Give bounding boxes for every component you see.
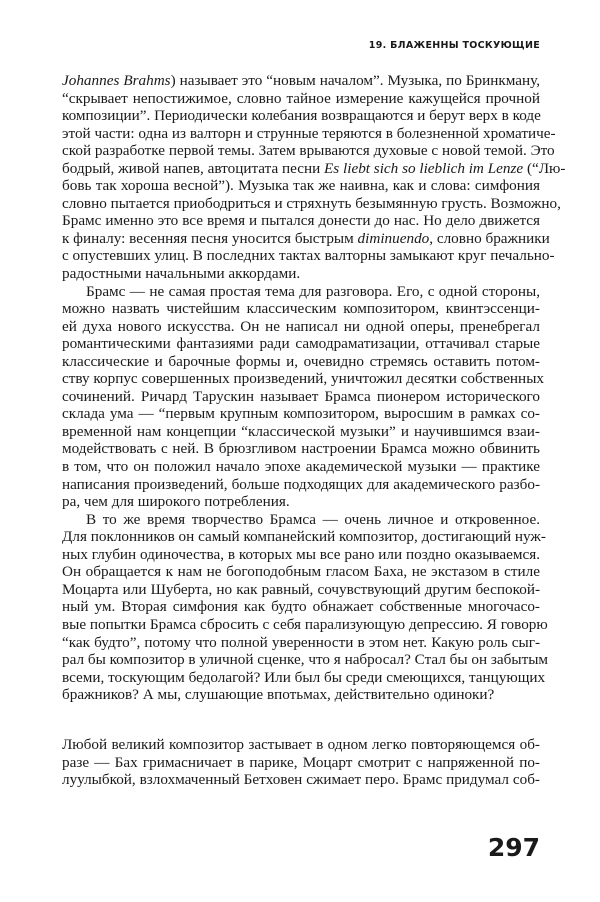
text-segment: ству корпус совершенных произведений, уничтожил десятки собственных — [62, 370, 544, 388]
text-line — [62, 651, 549, 669]
text-segment: , словно бражники — [429, 229, 550, 247]
text-line — [62, 388, 540, 406]
text-segment: ный ум. Вторая симфония как будто обнажает собственные многочасо- — [62, 598, 540, 616]
text-segment: ) называет это “новым началом”. Музыка, по Бринкману, — [170, 72, 540, 89]
text-line — [62, 736, 540, 754]
text-line — [62, 771, 540, 789]
text-segment: В то же время творчество Брамса — очень личное и откровенное. — [86, 510, 540, 528]
text-segment: Он обращается к нам не богоподобным гласом Баха, не экстазом в стиле — [62, 563, 540, 581]
text-line — [62, 229, 550, 248]
text-line — [62, 528, 546, 546]
text-line — [62, 458, 540, 476]
text-line — [62, 546, 540, 564]
text-segment: ей духа нового искусства. Он не написал ни одной оперы, пренебрегал — [62, 317, 540, 335]
text-segment: Брамс — не самая простая тема для разговора. Его, с одной стороны, — [86, 282, 540, 300]
text-line — [62, 177, 540, 195]
italic-text: Es liebt sich so lieblich im Lenze — [324, 159, 524, 177]
text-line — [62, 686, 540, 704]
text-segment: разе — Бах гримасничает в парике, Моцарт смотрит с напряженной по- — [62, 753, 540, 771]
text-segment: с опустевших улиц. В последних тактах валторны замыкают круг печально- — [62, 247, 555, 265]
text-line — [62, 370, 544, 388]
text-segment: Брамс именно это все время и пытался донести до нас. Но дело движется — [62, 212, 540, 230]
text-line — [62, 493, 540, 511]
text-segment: ской разработке первой темы. Затем врываются духовые с новой темой. Это — [62, 142, 555, 160]
text-segment: ра, чем для широкого потребления. — [62, 493, 290, 511]
text-line — [62, 194, 561, 213]
text-line — [62, 511, 540, 529]
text-segment: к финалу: весенняя песня уносится быстрым — [62, 229, 358, 247]
text-line — [62, 423, 540, 441]
text-line — [62, 283, 540, 301]
text-line — [62, 159, 566, 178]
text-line — [62, 318, 540, 336]
page-number: 297 — [487, 833, 540, 862]
text-line — [62, 634, 540, 652]
text-segment: бодрый, живой напев, автоцитата песни — [62, 159, 325, 177]
main-text-section — [62, 72, 566, 704]
text-line — [62, 90, 540, 108]
text-segment: можно назвать чистейшим классическим композитором, квинтэссенци- — [62, 300, 540, 318]
text-segment: в том, что он положил начало эпохе академической музыки — практике — [62, 458, 540, 476]
text-segment: бражников? А мы, слушающие впотьмах, действительно одиноки? — [62, 686, 495, 704]
text-segment: бовь так хороша весной”). Музыка так же наивна, как и слова: симфония — [62, 177, 540, 195]
text-segment: сочинений. Ричард Тарускин называет Брамса пионером исторического — [62, 387, 540, 405]
text-line — [62, 615, 548, 634]
text-line — [62, 353, 540, 371]
italic-text: Johannes Brahms — [62, 72, 171, 89]
text-segment: склада ума — “первым крупным композитором, выросшим в рамках со- — [62, 405, 540, 423]
text-segment: рал бы композитор в уличной сценке, что я набросал? Стал бы он забытым — [62, 651, 549, 669]
text-line — [62, 405, 540, 423]
running-header: 19. БЛАЖЕННЫ ТОСКУЮЩИЕ — [368, 40, 540, 51]
text-line — [62, 107, 540, 125]
text-segment: классические и барочные формы и, очевидно стремясь оставить потом- — [62, 352, 540, 370]
text-line — [62, 563, 540, 581]
text-line — [62, 212, 540, 230]
text-line — [62, 668, 546, 687]
text-segment: Любой великий композитор застывает в одном легко повторяющемся об- — [62, 736, 540, 753]
text-segment: (“Лю- — [523, 159, 566, 177]
text-segment: композиции”. Периодически колебания возвращаются и берут верх в коде — [62, 107, 541, 125]
text-segment: “скрывает непостижимое, словно тайное измерение кажущейся прочной — [62, 89, 540, 107]
text-line — [62, 598, 540, 616]
text-segment: временной нам концепции “классической музыки” и научившимся взаи- — [62, 422, 540, 440]
text-segment: модействовать с ней. В брюзгливом настроении Брамса можно обвинить — [62, 440, 540, 458]
next-section-text — [62, 736, 540, 789]
text-segment: радостными начальными аккордами. — [62, 265, 301, 283]
text-segment: Для поклонников он самый компанейский композитор, достигающий нуж- — [62, 528, 546, 546]
text-segment: Моцарта или Шуберта, но как равный, сочувствующий другим беспокой- — [62, 580, 540, 598]
text-line — [62, 335, 540, 353]
text-segment: луулыбкой, взлохмаченный Бетховен сжимает перо. Брамс придумал соб- — [62, 771, 540, 789]
text-line — [62, 72, 540, 90]
text-line — [62, 142, 555, 160]
text-line — [62, 440, 540, 458]
text-line — [62, 300, 540, 318]
text-segment: вые попытки Брамса сбросить с себя парализующую депрессию. Я говорю — [62, 615, 548, 633]
text-segment: этой части: одна из валторн и струнные теряются в болезненной хроматиче- — [62, 124, 556, 142]
text-segment: всеми, тоскующим бедолагой? Или был бы среди смеющихся, танцующих — [62, 668, 546, 686]
text-segment: ных глубин одиночества, в которых мы все рано или поздно оказываемся. — [62, 545, 540, 563]
italic-text: diminuendo — [357, 229, 430, 247]
text-line — [62, 476, 540, 494]
text-line — [62, 581, 540, 599]
text-line — [62, 247, 555, 265]
text-segment: “как будто”, потому что полной уверенности в этом нет. Какую роль сыг- — [62, 633, 540, 651]
text-line — [62, 265, 540, 283]
text-segment: словно пытается приободриться и стряхнуть безымянную грусть. Возможно, — [62, 194, 561, 212]
text-line — [62, 124, 556, 143]
text-line — [62, 754, 540, 772]
text-segment: романтическими фантазиями ради самодраматизации, оттачивал старые — [62, 335, 540, 353]
text-segment: написания произведений, больше подходящих для академического разбо- — [62, 475, 540, 493]
